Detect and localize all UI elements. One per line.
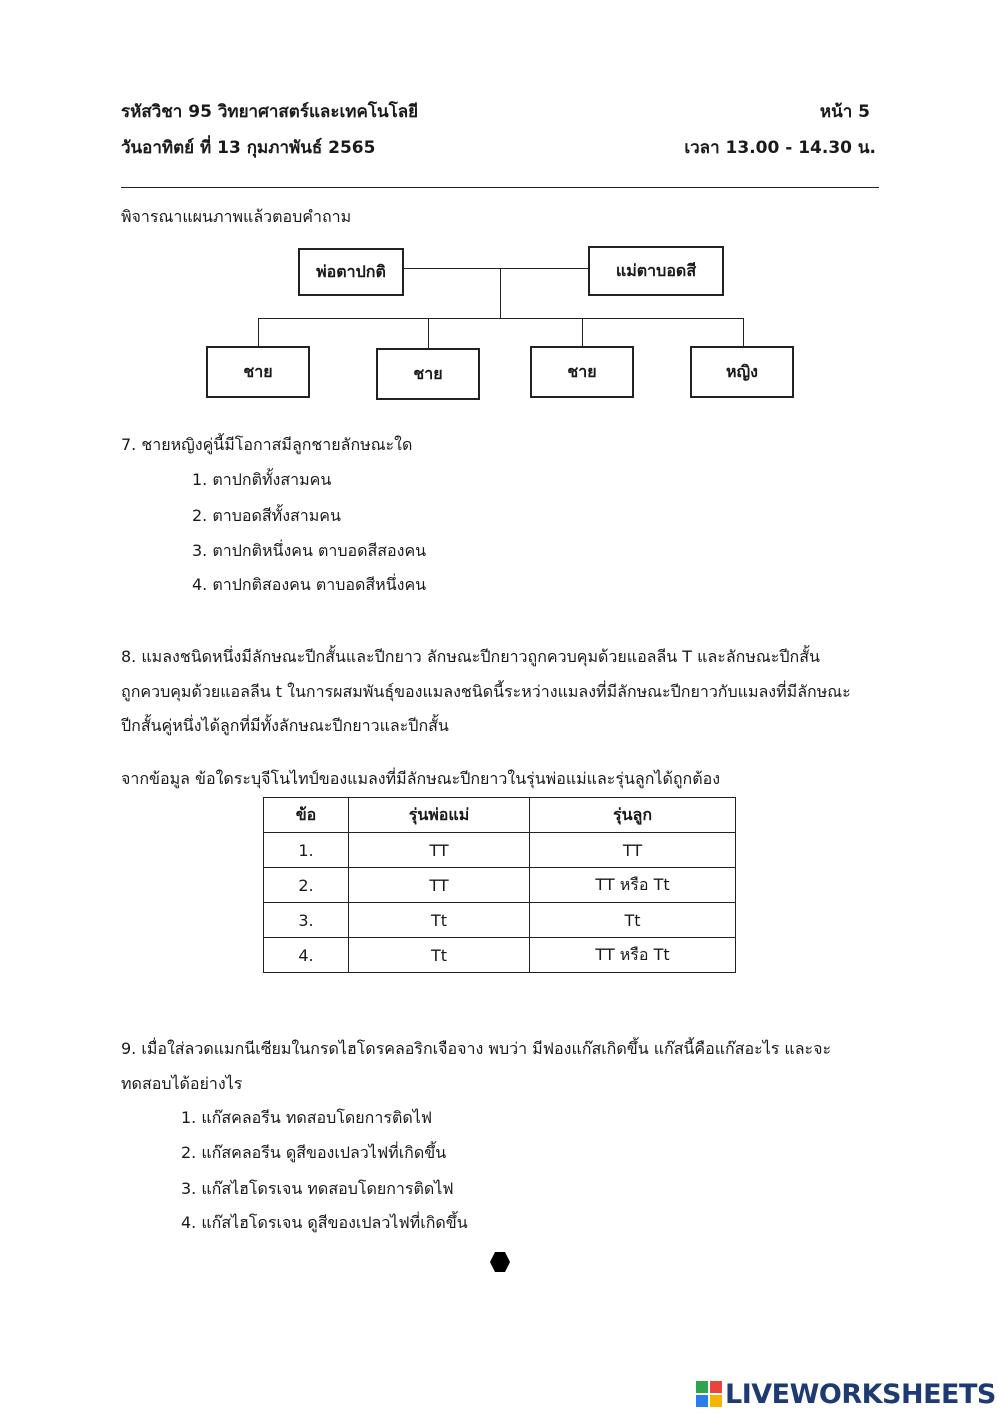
genotype-table [263,797,736,973]
header-offspring: รุ่นลูก [530,798,736,833]
child-line-4 [743,318,744,346]
q7-choice-1: 1. ตาปกติทั้งสามคน [192,470,332,489]
row-number: 3. [264,903,349,938]
table-header-row [264,798,736,833]
offspring-genotype: TT หรือ Tt [530,938,736,973]
header-divider [121,187,879,188]
q9-choice-2: 2. แก๊สคลอรีน ดูสีของเปลวไฟที่เกิดขึ้น [181,1143,447,1162]
mother-box: แม่ตาบอดสี [588,246,724,296]
page-number: หน้า 5 [819,102,870,122]
row-number: 1. [264,833,349,868]
child-line-2 [428,318,429,348]
child-line-3 [582,318,583,346]
parent-genotype: TT [349,833,530,868]
offspring-genotype: TT [530,833,736,868]
child-box-1: ชาย [206,346,310,398]
q9-choice-3: 3. แก๊สไฮโดรเจน ทดสอบโดยการติดไฟ [181,1179,454,1198]
q7-choice-3: 3. ตาปกติหนึ่งคน ตาบอดสีสองคน [192,541,427,560]
q9-choice-1: 1. แก๊สคลอรีน ทดสอบโดยการติดไฟ [181,1108,433,1127]
q8-line-1: 8. แมลงชนิดหนึ่งมีลักษณะปีกสั้นและปีกยาว ลักษณะปีกยาวถูกควบคุมด้วยแอลลีน T และลักษณะปีกสั้น [121,647,820,666]
logo-grid-icon [696,1381,722,1407]
header-parents: รุ่นพ่อแม่ [349,798,530,833]
q7-question: 7. ชายหญิงคู่นี้มีโอกาสมีลูกชายลักษณะใด [121,435,413,454]
q9-line-1: 9. เมื่อใส่ลวดแมกนีเซียมในกรดไฮโดรคลอริกเจือจาง พบว่า มีฟองแก๊สเกิดขึ้น แก๊สนี้คือแก๊สอะไร และจะ [121,1039,832,1058]
q9-line-2: ทดสอบได้อย่างไร [121,1074,243,1093]
logo-square-icon [710,1381,722,1393]
child-line-1 [258,318,259,346]
subject-title: รหัสวิชา 95 วิทยาศาสตร์และเทคโนโลยี [121,102,419,122]
logo-text: LIVEWORKSHEETS [725,1378,996,1410]
table-row [264,938,736,973]
child-box-4: หญิง [690,346,794,398]
marriage-line [404,268,588,269]
q7-choice-4: 4. ตาปกติสองคน ตาบอดสีหนึ่งคน [192,575,427,594]
exam-date: วันอาทิตย์ ที่ 13 กุมภาพันธ์ 2565 [121,138,376,158]
q8-line-3: ปีกสั้นคู่หนึ่งได้ลูกที่มีทั้งลักษณะปีกยาวและปีกสั้น [121,716,449,735]
sibship-line [258,318,744,319]
q8-line-2: ถูกควบคุมด้วยแอลลีน t ในการผสมพันธุ์ของแมลงชนิดนี้ระหว่างแมลงที่มีลักษณะปีกยาวกับแมลงที่มีลักษณะ [121,682,851,701]
q9-choice-4: 4. แก๊สไฮโดรเจน ดูสีของเปลวไฟที่เกิดขึ้น [181,1213,468,1232]
table-row [264,833,736,868]
parent-genotype: Tt [349,903,530,938]
logo-square-icon [710,1395,722,1407]
table-row [264,868,736,903]
row-number: 4. [264,938,349,973]
offspring-genotype: TT หรือ Tt [530,868,736,903]
liveworksheets-logo [696,1378,996,1410]
parent-genotype: Tt [349,938,530,973]
descent-line [500,268,501,318]
header-item: ข้อ [264,798,349,833]
hexagon-icon [490,1252,510,1272]
q8-prompt: จากข้อมูล ข้อใดระบุจีโนไทป์ของแมลงที่มีลักษณะปีกยาวในรุ่นพ่อแม่และรุ่นลูกได้ถูกต้อง [121,769,721,788]
row-number: 2. [264,868,349,903]
logo-square-icon [696,1395,708,1407]
child-box-2: ชาย [376,348,480,400]
father-box: พ่อตาปกติ [298,248,404,296]
logo-square-icon [696,1381,708,1393]
exam-time: เวลา 13.00 - 14.30 น. [684,138,876,158]
child-box-3: ชาย [530,346,634,398]
q7-choice-2: 2. ตาบอดสีทั้งสามคน [192,506,341,525]
table-row [264,903,736,938]
instruction: พิจารณาแผนภาพแล้วตอบคำถาม [121,207,352,226]
parent-genotype: TT [349,868,530,903]
offspring-genotype: Tt [530,903,736,938]
